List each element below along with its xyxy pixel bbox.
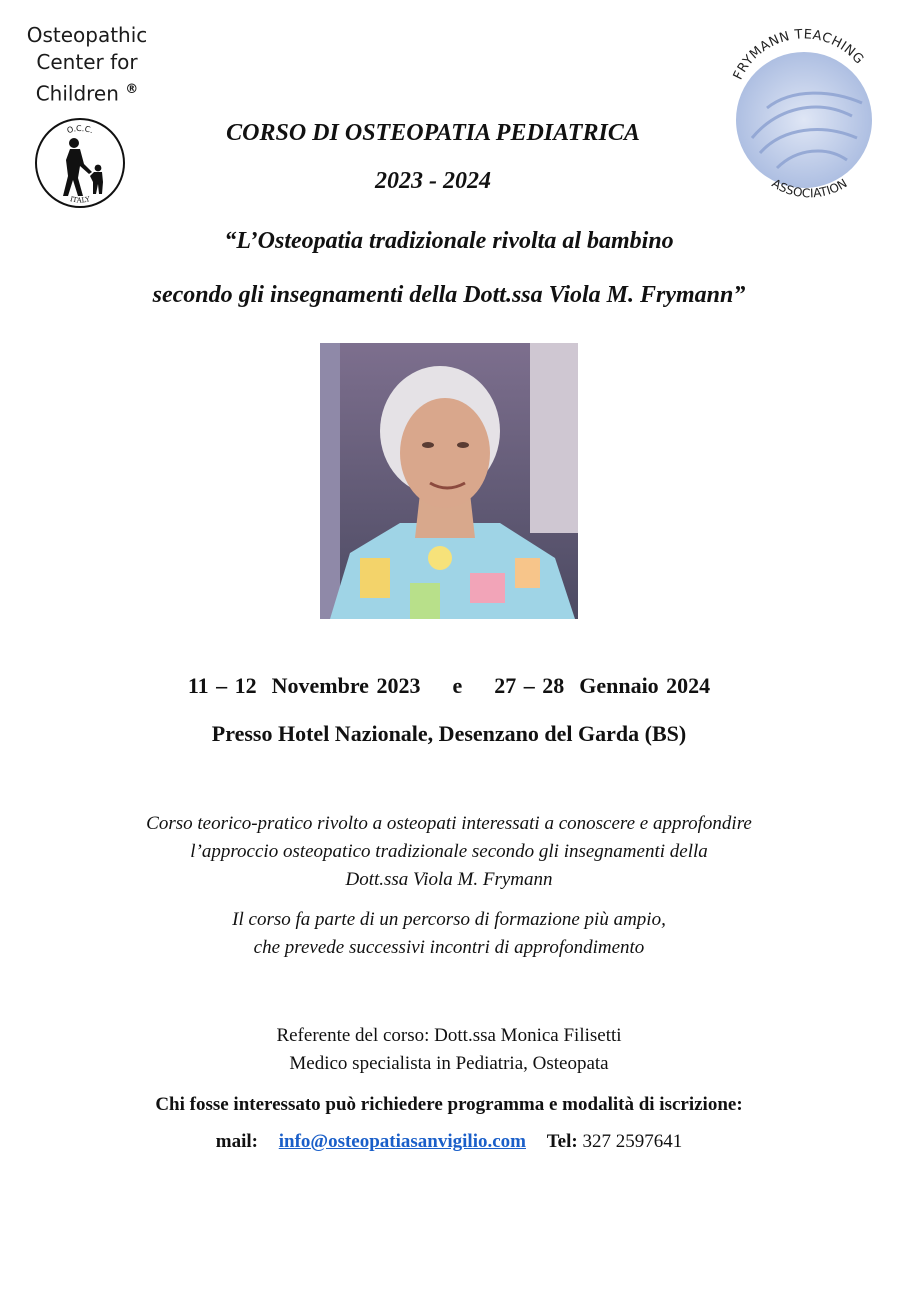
occ-line3-wrap xyxy=(12,76,162,108)
description-line-1: Corso teorico-pratico rivolto a osteopati interessati a conoscere e approfondire xyxy=(146,813,752,834)
fta-arc-top: FRYMANN TEACHING xyxy=(730,28,867,83)
occ-line3: Children xyxy=(35,81,119,106)
description-line-5: che prevede successivi incontri di approfondimento xyxy=(253,937,645,958)
dates-conjunction: e xyxy=(452,673,463,698)
dates-part-2: 27 – 28 Gennaio 2024 xyxy=(494,673,711,698)
course-referent xyxy=(0,1022,898,1078)
referent-line-2: Medico specialista in Pediatria, Osteopata xyxy=(289,1053,609,1074)
event-dates xyxy=(0,673,898,699)
course-path-note xyxy=(0,906,898,962)
quote-line-2: secondo gli insegnamenti della Dott.ssa Viola M. Frymann” xyxy=(152,282,746,308)
registered-mark: ® xyxy=(125,82,139,97)
interest-note: Chi fosse interessato può richiedere programma e modalità di iscrizione: xyxy=(155,1094,743,1115)
occ-line1: Osteopathic xyxy=(26,23,148,47)
description-line-3: Dott.ssa Viola M. Frymann xyxy=(345,869,553,890)
mail-label: mail: xyxy=(215,1131,258,1152)
occ-emblem-bottom: ITALY xyxy=(69,195,91,205)
fta-arc-bottom: ASSOCIATION xyxy=(769,176,850,198)
occ-emblem-top: O.C.C. xyxy=(65,123,95,136)
tel-number: 327 2597641 xyxy=(582,1131,683,1152)
referent-line-1: Referente del corso: Dott.ssa Monica Filisetti xyxy=(276,1025,622,1046)
portrait-photo xyxy=(320,343,578,619)
event-venue: Presso Hotel Nazionale, Desenzano del Garda (BS) xyxy=(211,721,687,746)
course-title: CORSO DI OSTEOPATIA PEDIATRICA xyxy=(226,120,640,146)
occ-logo-text xyxy=(12,22,162,108)
course-years: 2023 - 2024 xyxy=(375,168,491,194)
description-line-2: l’approccio osteopatico tradizionale secondo gli insegnamenti della xyxy=(190,841,708,862)
tel-label: Tel: xyxy=(546,1131,578,1152)
quote-line-1: “L’Osteopatia tradizionale rivolta al bambino xyxy=(224,228,674,254)
contact-line xyxy=(0,1131,898,1153)
mail-link[interactable]: info@osteopatiasanvigilio.com xyxy=(278,1131,526,1152)
course-description xyxy=(0,810,898,894)
svg-text:ITALY xyxy=(69,195,91,205)
dates-part-1: 11 – 12 Novembre 2023 xyxy=(187,673,421,698)
occ-line2: Center for xyxy=(36,50,138,74)
description-line-4: Il corso fa parte di un percorso di formazione più ampio, xyxy=(232,909,666,930)
